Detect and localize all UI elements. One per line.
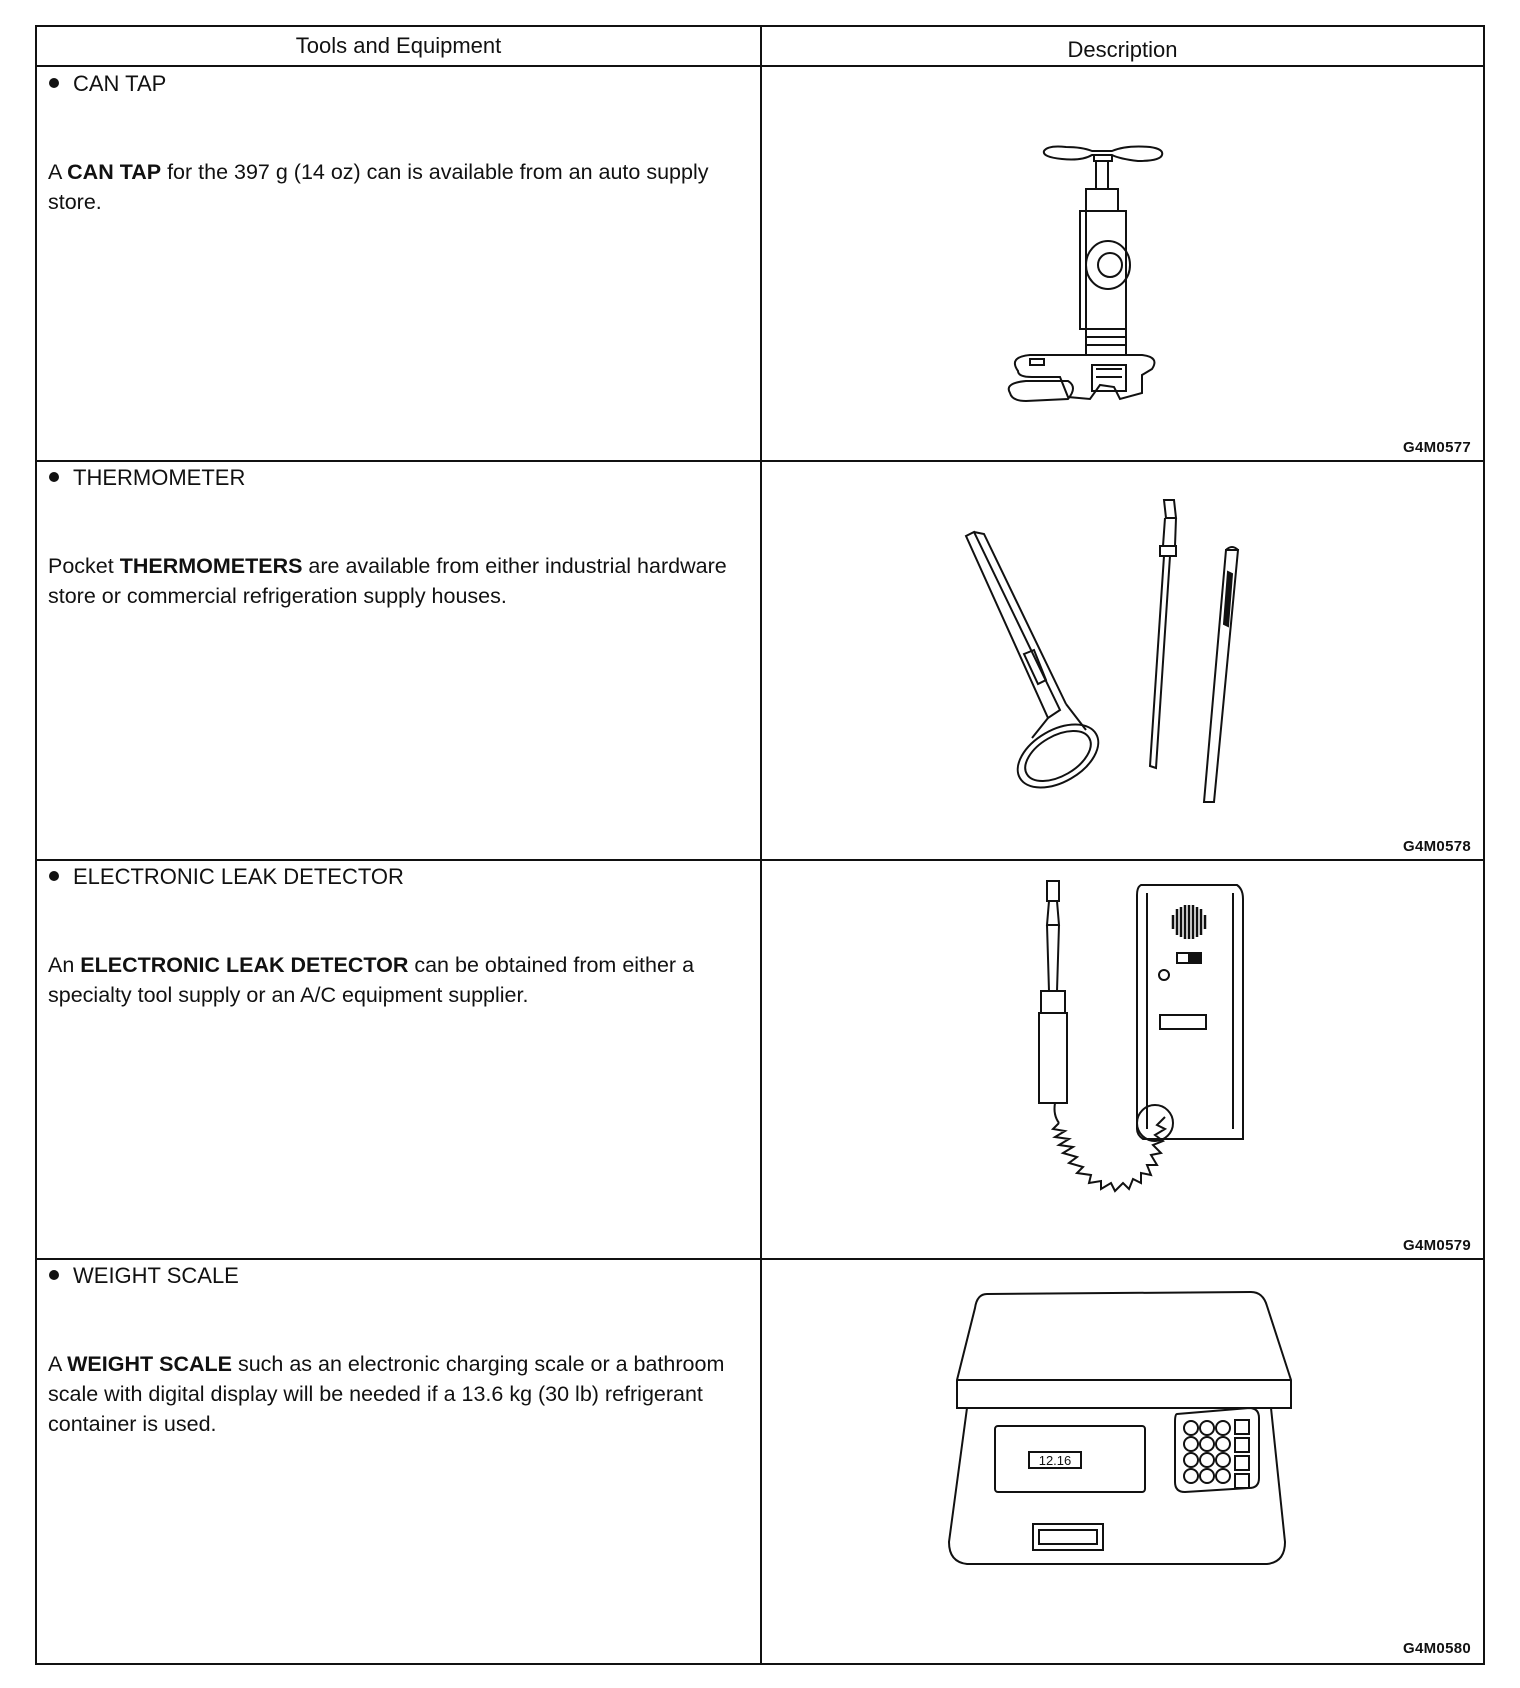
tool-description: An ELECTRONIC LEAK DETECTOR can be obtained from either a specialty tool supply or an A/C equipment supplier.: [48, 953, 695, 1007]
header-description: Description: [1067, 37, 1178, 62]
table-row: [37, 67, 1483, 460]
tool-description: A CAN TAP for the 397 g (14 oz) can is available from an auto supply store.: [48, 160, 709, 214]
tools-table: [35, 25, 1485, 1665]
weight-scale-icon: [947, 1288, 1327, 1613]
scale-display-reading: 12.16: [1038, 1453, 1072, 1468]
table-row: [37, 1260, 1483, 1663]
figure-id: G4M0579: [1403, 1237, 1471, 1254]
bullet-icon: [49, 871, 59, 881]
header-tools: Tools and Equipment: [295, 33, 502, 58]
figure-id: G4M0580: [1403, 1640, 1471, 1657]
tool-title: ELECTRONIC LEAK DETECTOR: [49, 864, 404, 890]
tool-title: WEIGHT SCALE: [49, 1263, 239, 1289]
table-row: [37, 861, 1483, 1258]
figure-id: G4M0577: [1403, 439, 1471, 456]
tool-title: THERMOMETER: [49, 465, 245, 491]
tool-title: CAN TAP: [49, 71, 166, 97]
figure-id: G4M0578: [1403, 838, 1471, 855]
bullet-icon: [49, 78, 59, 88]
can-tap-icon: [1002, 107, 1232, 412]
leak-detector-icon: [997, 879, 1247, 1224]
bullet-icon: [49, 1270, 59, 1280]
table-row: [37, 462, 1483, 859]
tool-description: Pocket THERMOMETERS are available from either industrial hardware store or commercial refrigeration supply houses.: [48, 554, 727, 608]
bullet-icon: [49, 472, 59, 482]
tool-description: A WEIGHT SCALE such as an electronic charging scale or a bathroom scale with digital display will be needed if a 13.6 kg (30 lb) refrigerant container is used.: [48, 1352, 725, 1436]
thermometer-icon: [962, 492, 1262, 797]
